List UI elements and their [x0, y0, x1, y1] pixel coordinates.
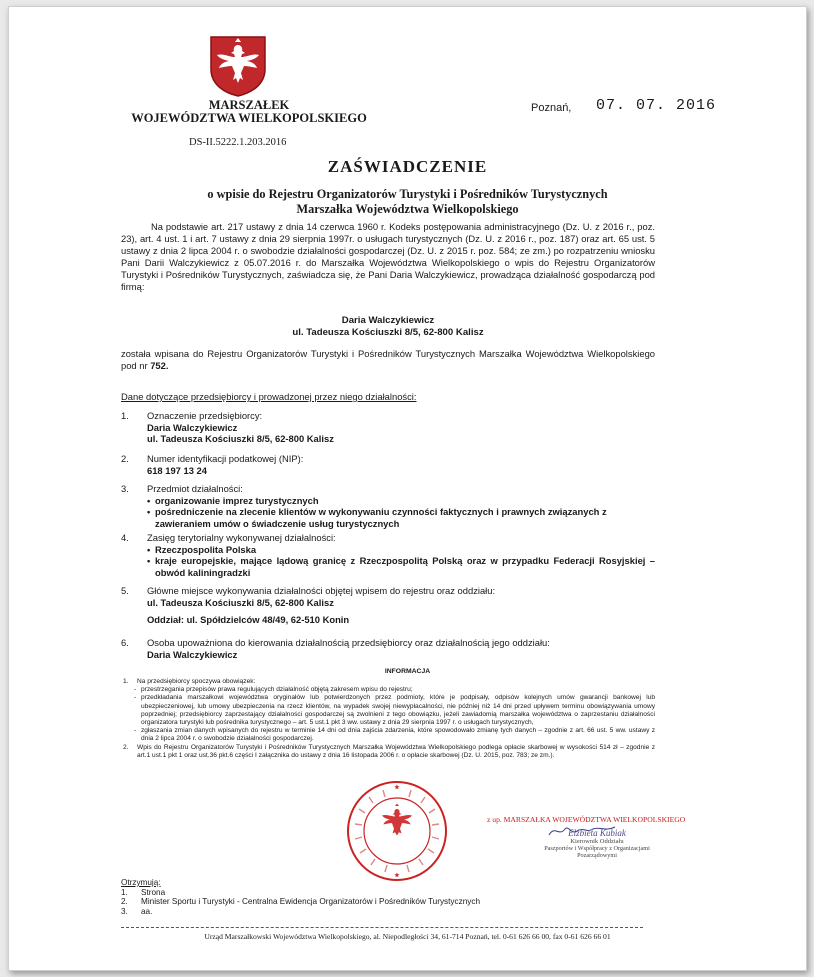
dash-text: zgłaszania zmian danych wpisanych do rejestru w terminie 14 dni od dnia zajścia zdarzenia, które spowodowało zmianę tych danych – zgodnie z art. 66 ust. 5 ww. ustawy z dnia 2 lipca 2004 r. o swobodzie działalności gospodarczej.: [141, 727, 655, 743]
item-bullet: • kraje europejskie, mające lądową granicę z Rzeczpospolitą Polską oraz w przypadku Federacji Rosyjskiej – obwód kaliningradzki: [147, 555, 655, 578]
data-item-2: [121, 453, 655, 476]
item-number: 5.: [121, 585, 129, 596]
recipients-block: [121, 878, 480, 916]
footer-address: Urząd Marszałkowski Województwa Wielkopolskiego, al. Niepodległości 34, 61-714 Poznań, tel. 0-61 626 66 00, fax 0-61 626 66 01: [204, 932, 611, 941]
data-item-6: [121, 637, 655, 660]
recipient-text: aa.: [141, 906, 153, 916]
signature-authority: z up. MARSZAŁKA WOJEWÓDZTWA WIELKOPOLSKIEGO: [487, 815, 686, 824]
item-label: Przedmiot działalności:: [147, 483, 243, 494]
information-heading: INFORMACJA: [384, 668, 431, 675]
dash-text: przestrzegania przepisów prawa regulujących działalność objętą zakresem wpisu do rejestru;: [141, 686, 413, 694]
subtitle-line-1: o wpisie do Rejestru Organizatorów Turystyki i Pośredników Turystycznych: [207, 187, 608, 201]
company-name: Daria Walczykiewicz: [341, 315, 435, 326]
item-number: 3.: [121, 483, 129, 494]
item-label: Osoba upoważniona do kierowania działalnością przedsiębiorcy oraz działalnością jego oddziału:: [147, 637, 550, 648]
item-value: ul. Tadeusza Kościuszki 8/5, 62-800 Kalisz: [147, 596, 334, 608]
data-item-1: [121, 410, 655, 445]
footer-divider: [121, 927, 643, 928]
information-block: [121, 678, 655, 760]
company-block: [121, 315, 655, 339]
dash-text: przedkładania marszałkowi województwa oryginałów lub potwierdzonych przez podmioty, które je podpisały, odpisów kolejnych umów gwarancji bankowej lub ubezpieczeniowej, lub umowy ubezpieczenia na rzecz klientów, na wypadek swojej niewypłacalności, nie później niż 14 dni przed upływem terminu obowiązywania umowy poprzedniej; przedsiębiorcy zaprzestający działalności gospodarczej są zwolnieni z tego obowiązku, jeżeli zawiadomią marszałka województwa o zaprzestaniu działalności organizatora turystyki lub pośrednika turystycznego – art. 5 ust.1 pkt 3 ww. ustawy z dnia 29 sierpnia 1997 r. o usługach turystycznych,: [141, 694, 655, 727]
recipient-item: [121, 888, 480, 898]
issuer-name: [119, 99, 379, 125]
recipient-item: [121, 897, 480, 907]
signatory-role: Kierownik Oddziału: [570, 838, 624, 845]
coat-of-arms-emblem: [209, 35, 267, 97]
item-label: Zasięg terytorialny wykonywanej działalności:: [147, 532, 336, 543]
recipient-text: Strona: [141, 887, 166, 897]
handwritten-signature: [547, 823, 617, 839]
information-dash-item: - przedkładania marszałkowi województwa oryginałów lub potwierdzonych przez podmioty, które je podpisały, odpisów kolejnych umów gwarancji bankowej lub ubezpieczeniowej, lub umowy ubezpieczenia na rzecz klientów, na wypadek swojej niewypłacalności, nie później niż 14 dni przed upływem terminu obowiązywania umowy poprzedniej; przedsiębiorcy zaprzestający działalności gospodarczej są zwolnieni z tego obowiązku, jeżeli zawiadomią marszałka województwa o zaprzestaniu działalności organizatora turystyki lub pośrednika turystycznego – art. 5 ust.1 pkt 3 ww. ustawy z dnia 29 sierpnia 1997 r. o usługach turystycznych,: [134, 694, 655, 727]
svg-text:★: ★: [394, 785, 400, 791]
official-round-stamp: [345, 779, 449, 883]
company-address: ul. Tadeusza Kościuszki 8/5, 62-800 Kalisz: [292, 327, 484, 338]
item-value: Daria Walczykiewicz: [147, 421, 238, 433]
registration-number: 752.: [150, 360, 169, 372]
information-point-1: 1. Na przedsiębiorcy spoczywa obowiązek: - przestrzegania przepisów prawa regulujących działalność objętą zakresem wpisu do rejestru; - przedkładania marszałkowi województwa oryginałów lub potwierdzonych przez podmioty, które je podpisały, odpisów kolejnych umów gwarancji bankowej lub ubezpieczeniowej, lub umowy ubezpieczenia na rzecz klientów, na wypadek swojej niewypłacalności, nie później niż 14 dni przed upływem terminu obowiązywania umowy poprzedniej; przedsiębiorcy zaprzestający działalności gospodarczej są zwolnieni z tego obowiązku, jeżeli zawiadomią marszałka województwa o zaprzestaniu działalności organizatora turystyki lub pośrednika turystycznego – art. 5 ust.1 pkt 3 ww. ustawy z dnia 29 sierpnia 1997 r. o usługach turystycznych, - zgłaszania zmian danych wpisanych do rejestru w terminie 14 dni od dnia zajścia zdarzenia, które spowodowało zmianę tych danych – zgodnie z art. 66 ust. 5 ww. ustawy z dnia 2 lipca 2004 r. o swobodzie działalności gospodarczej.: [123, 678, 655, 743]
item-label: Oznaczenie przedsiębiorcy:: [147, 410, 263, 421]
recipient-number: 2.: [121, 897, 128, 907]
recipient-number: 3.: [121, 906, 128, 916]
issue-date: 07. 07. 2016: [596, 97, 717, 114]
item-bullet: • Rzeczpospolita Polska: [147, 544, 655, 556]
item-bullet: • pośredniczenie na zlecenie klientów w wykonywaniu czynności faktycznych i prawnych związanych z zawieraniem umów o świadczenie usług turystycznych: [147, 506, 655, 529]
document-title: ZAŚWIADCZENIE: [327, 157, 488, 176]
data-item-3: [121, 483, 655, 529]
registration-text: została wpisana do Rejestru Organizatorów Turystyki i Pośredników Turystycznych Marszałka Województwa Wielkopolskiego pod nr: [121, 348, 655, 372]
intro-paragraph: Na podstawie art. 217 ustawy z dnia 14 czerwca 1960 r. Kodeks postępowania administracyjnego (Dz. U. z 2016 r., poz. 23), art. 4 ust. 1 i art. 7 ustawy z dnia 29 sierpnia 1997r. o usługach turystycznych (Dz. U. z 2016 r., poz. 187) oraz art. 65 ust. 5 ustawy z dnia 2 lipca 2004 r. o swobodzie działalności gospodarczej (Dz. U. z 2015 r. poz. 584; ze zm.) po rozpatrzeniu wniosku Pani Darii Walczykiewicz z 05.07.2016 r. do Marszałka Województwa Wielkopolskiego o wpis do Rejestru Organizatorów Turystyki i Pośredników Turystycznych, zaświadcza się, że Pani Daria Walczykiewicz, prowadząca działalność gospodarczą pod firmą:: [121, 221, 655, 293]
information-dash-item: - zgłaszania zmian danych wpisanych do rejestru w terminie 14 dni od dnia zajścia zdarzenia, które spowodowało zmianę tych danych – zgodnie z art. 66 ust. 5 ww. ustawy z dnia 2 lipca 2004 r. o swobodzie działalności gospodarczej.: [134, 727, 655, 743]
item-label: Numer identyfikacji podatkowej (NIP):: [147, 453, 304, 464]
registration-paragraph: [121, 348, 655, 372]
item-label: Główne miejsce wykonywania działalności objętej wpisem do rejestru oraz oddziału:: [147, 585, 496, 596]
recipient-number: 1.: [121, 887, 128, 897]
item-number: 1.: [121, 410, 129, 421]
branch-address: Oddział: ul. Spółdzielców 48/49, 62-510 Konin: [147, 614, 350, 626]
document-page: [8, 6, 807, 971]
item-value: Daria Walczykiewicz: [147, 648, 238, 660]
item-number: 2.: [121, 453, 129, 464]
issuer-line-2: WOJEWÓDZTWA WIELKOPOLSKIEGO: [131, 111, 367, 125]
information-dash-item: - przestrzegania przepisów prawa regulujących działalność objętą zakresem wpisu do rejestru;: [134, 686, 413, 694]
data-item-5: [121, 585, 655, 626]
issuer-line-1: MARSZAŁEK: [208, 98, 290, 112]
item-value: 618 197 13 24: [147, 464, 207, 476]
signatory-name: Elżbieta Kubiak: [568, 828, 626, 838]
information-intro: Na przedsiębiorcy spoczywa obowiązek:: [137, 678, 256, 685]
signature-block: [487, 815, 686, 859]
section-heading: Dane dotyczące przedsiębiorcy i prowadzonej przez niego działalności:: [121, 391, 417, 402]
item-number: 6.: [121, 637, 129, 648]
item-bullet: • organizowanie imprez turystycznych: [147, 495, 655, 507]
place-label: Poznań,: [531, 102, 572, 114]
document-subtitle: [9, 187, 806, 217]
signatory-department: Paszportów i Współpracy z Organizacjami Pozarządowymi: [544, 845, 650, 859]
item-value: ul. Tadeusza Kościuszki 8/5, 62-800 Kalisz: [147, 433, 334, 445]
information-fee-text: Wpis do Rejestru Organizatorów Turystyki i Pośredników Turystycznych Marszałka Województwa Wielkopolskiego podlega opłacie skarbowej w wysokości 514 zł – zgodnie z art.1 ust.1 pkt 1 oraz ust.36 pkt.6 części I załącznika do ustawy z dnia 16 listopada 2006 r. o opłacie skarbowej (Dz. U. 2015, poz. 783; ze zm.).: [137, 743, 655, 759]
data-item-4: [121, 532, 655, 578]
reference-number: DS-II.5222.1.203.2016: [189, 137, 287, 148]
subtitle-line-2: Marszałka Województwa Wielkopolskiego: [296, 202, 519, 216]
recipient-text: Minister Sportu i Turystyki - Centralna Ewidencja Organizatorów i Pośredników Turystycznych: [141, 897, 480, 907]
information-point-2: 2. Wpis do Rejestru Organizatorów Turystyki i Pośredników Turystycznych Marszałka Województwa Wielkopolskiego podlega opłacie skarbowej w wysokości 514 zł – zgodnie z art.1 ust.1 pkt 1 oraz ust.36 pkt.6 części I załącznika do ustawy z dnia 16 listopada 2006 r. o opłacie skarbowej (Dz. U. 2015, poz. 783; ze zm.).: [123, 743, 655, 759]
recipient-item: [121, 907, 480, 917]
recipients-heading: Otrzymują:: [121, 878, 161, 887]
item-number: 4.: [121, 532, 129, 543]
svg-text:★: ★: [394, 873, 400, 879]
